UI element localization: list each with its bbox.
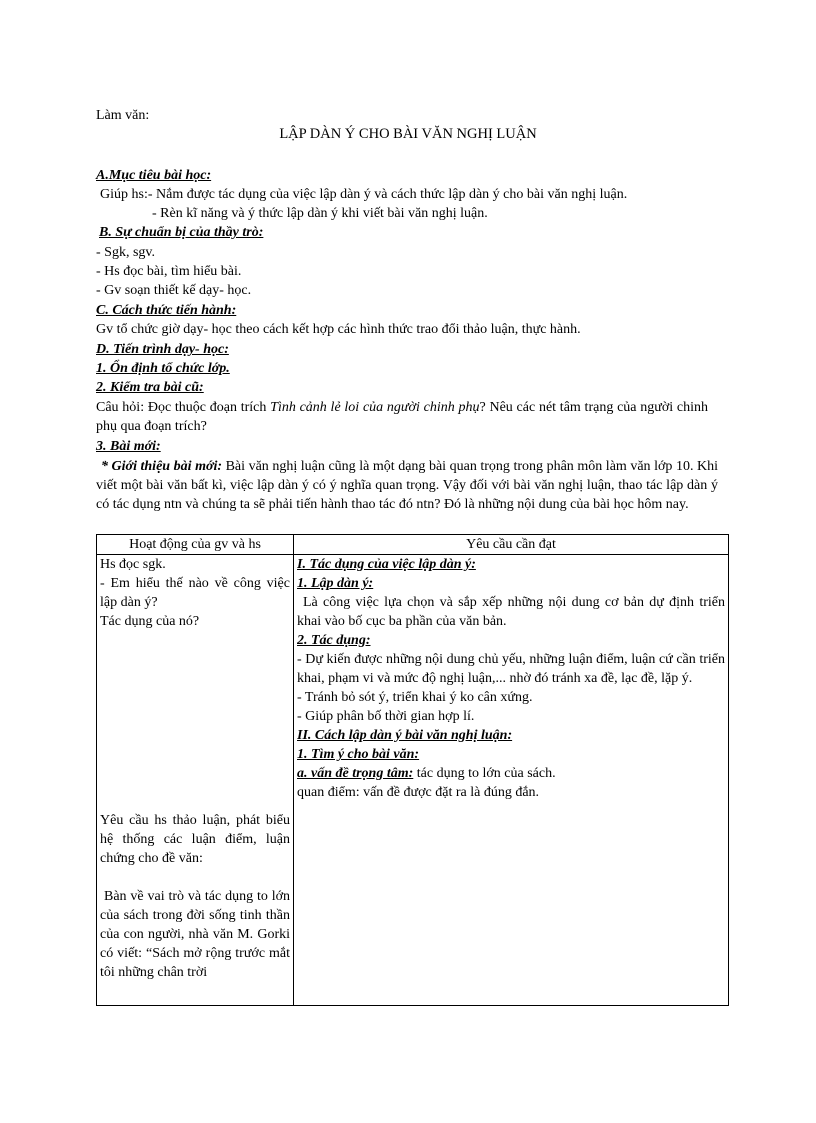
requirement-subheading: 1. Lập dàn ý: [297, 576, 374, 591]
step-2-heading: 2. Kiểm tra bài cũ: [96, 380, 204, 395]
section-d-heading: D. Tiến trình dạy- học: [96, 342, 229, 357]
activity-question: - Em hiểu thế nào về công việc lập dàn ý? [100, 576, 290, 610]
activities-cell [97, 555, 294, 1006]
review-question [96, 398, 708, 436]
section-a-heading: A.Mục tiêu bài học: [96, 168, 212, 183]
page-title: LẬP DÀN Ý CHO BÀI VĂN NGHỊ LUẬN [279, 126, 537, 142]
requirement-heading: II. Cách lập dàn ý bài văn nghị luận: [297, 728, 513, 743]
intro-text: Bài văn nghị luận cũng là một dạng bài quan trọng trong phân môn làm văn lớp 10. Khi viết một bài văn bất kì, việc lập dàn ý có ý nghĩa quan trọng. Vậy đối với bài văn nghị luận, thao tác lập dàn ý có tác dụng ntn và chúng ta sẽ phải tiến hành thao tác đó ntn? Đó là những nội dung của bài học hôm nay. [96, 459, 719, 512]
intro-label: * Giới thiệu bài mới: [101, 459, 223, 474]
requirement-heading: I. Tác dụng của việc lập dàn ý: [297, 557, 476, 572]
intro-paragraph [96, 457, 718, 514]
requirement-subheading: 1. Tìm ý cho bài văn: [297, 747, 420, 762]
section-c-text: Gv tổ chức giờ dạy- học theo cách kết hợp các hình thức trao đổi thảo luận, thực hành. [96, 322, 581, 337]
column-header-requirements: Yêu cầu cần đạt [294, 535, 729, 555]
question-prefix: Câu hỏi: Đọc thuộc đoạn trích [96, 400, 271, 415]
subject-label: Làm văn: [96, 108, 150, 123]
section-c-heading: C. Cách thức tiến hành: [96, 303, 237, 318]
activity-question: Tác dụng của nó? [100, 614, 200, 629]
column-header-activities: Hoạt động của gv và hs [97, 535, 294, 555]
step-1-heading: 1. Ổn định tổ chức lớp. [96, 361, 230, 376]
requirements-cell [294, 555, 729, 1006]
section-b-item: - Gv soạn thiết kế dạy- học. [96, 283, 252, 298]
requirement-text: - Tránh bỏ sót ý, triển khai ý ko cân xứng. [297, 690, 533, 705]
requirement-label-text: tác dụng to lớn của sách. [413, 766, 556, 781]
section-a-line1: Giúp hs:- Nắm được tác dụng của việc lập dàn ý và cách thức lập dàn ý cho bài văn nghị luận. [100, 187, 628, 202]
question-suffix: ? Nêu các nét tâm trạng của người chinh phụ qua đoạn trích? [96, 400, 708, 434]
section-b-item: - Hs đọc bài, tìm hiểu bài. [96, 264, 242, 279]
step-3-heading: 3. Bài mới: [96, 439, 161, 454]
requirement-subheading: 2. Tác dụng: [297, 633, 371, 648]
activity-discussion: Yêu cầu hs thảo luận, phát biểu hệ thống các luận điểm, luận chứng cho đề văn: [100, 813, 290, 866]
lesson-table [96, 534, 729, 1006]
table-header-row [97, 535, 729, 555]
activity-text: Hs đọc sgk. [100, 557, 166, 572]
table-row [97, 555, 729, 1006]
requirement-label: a. vấn đề trọng tâm: [297, 766, 414, 781]
requirement-text: Là công việc lựa chọn và sắp xếp những nội dung cơ bản dự định triển khai vào bố cục ba phần của văn bản. [297, 595, 725, 629]
section-b-heading: B. Sự chuẩn bị của thầy trò: [99, 225, 264, 240]
section-a-line2: - Rèn kĩ năng và ý thức lập dàn ý khi viết bài văn nghị luận. [152, 206, 488, 221]
question-work-title: Tình cảnh lẻ loi của người chinh phụ [270, 400, 480, 415]
requirement-text [297, 764, 725, 783]
activity-prompt: Bàn về vai trò và tác dụng to lớn của sách trong đời sống tinh thần của con người, nhà văn M. Gorki có viết: “Sách mở rộng trước mắt tôi những chân trời [100, 889, 290, 980]
requirement-text: - Dự kiến được những nội dung chủ yếu, những luận điểm, luận cứ cần triển khai, phạm vi và mức độ nghị luận,... nhờ đó tránh xa đề, lạc đề, lặp ý. [297, 652, 725, 686]
requirement-text: quan điểm: vấn đề được đặt ra là đúng đắn. [297, 785, 540, 800]
section-b-item: - Sgk, sgv. [96, 245, 155, 260]
requirement-text: - Giúp phân bố thời gian hợp lí. [297, 709, 475, 724]
